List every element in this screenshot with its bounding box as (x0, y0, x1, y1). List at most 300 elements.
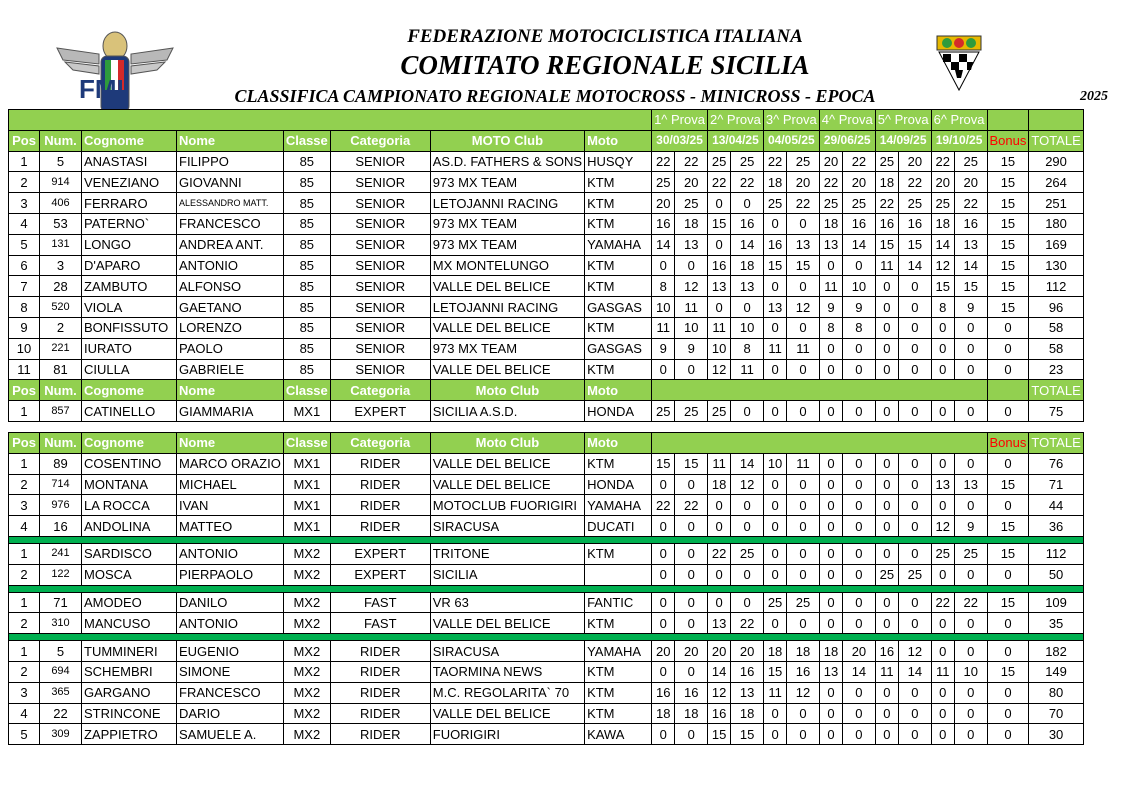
bonus: 0 (987, 613, 1029, 634)
bonus: 0 (987, 495, 1029, 516)
col-categoria: Categoria (330, 432, 430, 453)
prova-label: 1^ Prova (652, 110, 708, 131)
race-points: 13 (707, 613, 730, 634)
race-points: 25 (954, 151, 987, 172)
moto-club: TRITONE (430, 543, 584, 564)
pos: 3 (9, 495, 40, 516)
first-name: EUGENIO (177, 641, 284, 662)
race-points: 25 (675, 401, 708, 422)
race-points: 0 (731, 516, 764, 537)
race-points: 15 (731, 724, 764, 745)
race-points: 14 (843, 234, 876, 255)
moto-club: LETOJANNI RACING (430, 297, 584, 318)
pos: 4 (9, 703, 40, 724)
race-points: 22 (731, 172, 764, 193)
race-points: 0 (707, 193, 730, 214)
race-points: 0 (819, 474, 842, 495)
race-points: 22 (819, 172, 842, 193)
class: MX1 (283, 516, 330, 537)
race-points: 0 (707, 495, 730, 516)
race-points: 0 (875, 682, 898, 703)
race-points: 0 (675, 661, 708, 682)
total-points: 70 (1029, 703, 1083, 724)
race-points: 0 (819, 682, 842, 703)
race-points: 0 (954, 495, 987, 516)
pos: 8 (9, 297, 40, 318)
race-points: 13 (787, 234, 820, 255)
race-points: 0 (675, 543, 708, 564)
race-points: 14 (731, 234, 764, 255)
rider-row (9, 317, 1084, 338)
race-points: 16 (731, 661, 764, 682)
race-points: 14 (652, 234, 675, 255)
race-points: 0 (819, 613, 842, 634)
class: MX2 (283, 592, 330, 613)
race-points: 25 (652, 401, 675, 422)
total-points: 23 (1029, 359, 1083, 380)
category: RIDER (330, 516, 430, 537)
race-points: 0 (899, 516, 932, 537)
race-points: 25 (763, 592, 786, 613)
total-points: 58 (1029, 317, 1083, 338)
surname: LONGO (82, 234, 177, 255)
race-points: 0 (763, 474, 786, 495)
race-points: 0 (899, 495, 932, 516)
race-points: 0 (875, 703, 898, 724)
surname: BONFISSUTO (82, 317, 177, 338)
pos: 1 (9, 151, 40, 172)
pos: 1 (9, 453, 40, 474)
bike: HONDA (585, 401, 652, 422)
surname: IURATO (82, 338, 177, 359)
moto-club: VALLE DEL BELICE (430, 453, 584, 474)
bike (585, 564, 652, 585)
race-points: 0 (819, 592, 842, 613)
bike: KAWA (585, 724, 652, 745)
race-points: 8 (931, 297, 954, 318)
moto-club: 973 MX TEAM (430, 213, 584, 234)
race-number: 131 (40, 234, 82, 255)
race-points: 18 (875, 172, 898, 193)
pos: 1 (9, 543, 40, 564)
race-points: 14 (899, 255, 932, 276)
rider-row (9, 359, 1084, 380)
category: SENIOR (330, 172, 430, 193)
race-points: 0 (843, 682, 876, 703)
race-points: 18 (763, 172, 786, 193)
race-points: 0 (931, 317, 954, 338)
surname: VENEZIANO (82, 172, 177, 193)
class: 85 (283, 276, 330, 297)
class: 85 (283, 151, 330, 172)
race-points: 0 (731, 592, 764, 613)
surname: ANASTASI (82, 151, 177, 172)
race-points: 25 (731, 151, 764, 172)
race-points: 20 (787, 172, 820, 193)
rider-row (9, 401, 1084, 422)
race-points: 10 (652, 297, 675, 318)
race-points: 12 (899, 641, 932, 662)
category: SENIOR (330, 359, 430, 380)
race-number: 857 (40, 401, 82, 422)
pos: 4 (9, 516, 40, 537)
race-points: 8 (652, 276, 675, 297)
bike: KTM (585, 276, 652, 297)
race-points: 22 (731, 613, 764, 634)
surname: D'APARO (82, 255, 177, 276)
bonus: 0 (987, 317, 1029, 338)
race-points: 0 (731, 193, 764, 214)
race-points: 13 (763, 297, 786, 318)
moto-club: SIRACUSA (430, 516, 584, 537)
race-points: 0 (875, 317, 898, 338)
race-points: 18 (707, 474, 730, 495)
first-name: MICHAEL (177, 474, 284, 495)
bike: KTM (585, 453, 652, 474)
race-points: 0 (899, 682, 932, 703)
race-number: 914 (40, 172, 82, 193)
first-name: GIOVANNI (177, 172, 284, 193)
total-points: 96 (1029, 297, 1083, 318)
race-points: 0 (843, 613, 876, 634)
race-points: 16 (954, 213, 987, 234)
race-points: 12 (675, 276, 708, 297)
race-points: 10 (954, 661, 987, 682)
race-points: 18 (931, 213, 954, 234)
first-name: PIERPAOLO (177, 564, 284, 585)
category: RIDER (330, 703, 430, 724)
race-points: 8 (731, 338, 764, 359)
rider-row (9, 193, 1084, 214)
race-points: 0 (899, 401, 932, 422)
race-points: 0 (899, 276, 932, 297)
race-points: 16 (707, 255, 730, 276)
race-points: 0 (707, 592, 730, 613)
race-points: 25 (843, 193, 876, 214)
race-points: 14 (707, 661, 730, 682)
pos: 2 (9, 474, 40, 495)
class: 85 (283, 317, 330, 338)
bonus: 0 (987, 703, 1029, 724)
race-points: 18 (731, 255, 764, 276)
bonus: 0 (987, 641, 1029, 662)
class: 85 (283, 172, 330, 193)
col-moto-club: MOTO Club (430, 130, 584, 151)
separator-bar (9, 634, 1084, 641)
race-points: 12 (931, 255, 954, 276)
race-points: 0 (763, 724, 786, 745)
moto-club: SIRACUSA (430, 641, 584, 662)
total-points: 30 (1029, 724, 1083, 745)
race-points: 0 (843, 543, 876, 564)
rider-row (9, 613, 1084, 634)
moto-club: TAORMINA NEWS (430, 661, 584, 682)
race-points: 20 (675, 641, 708, 662)
category: RIDER (330, 682, 430, 703)
race-number: 221 (40, 338, 82, 359)
first-name: FILIPPO (177, 151, 284, 172)
race-points: 0 (675, 474, 708, 495)
race-points: 16 (675, 682, 708, 703)
race-points: 0 (931, 703, 954, 724)
class: MX1 (283, 401, 330, 422)
race-points: 0 (763, 276, 786, 297)
race-points: 10 (707, 338, 730, 359)
race-points: 14 (843, 661, 876, 682)
race-points: 15 (763, 255, 786, 276)
rider-row (9, 682, 1084, 703)
col-nome: Nome (177, 432, 284, 453)
race-points: 25 (899, 193, 932, 214)
col-moto-club: Moto Club (430, 380, 584, 401)
moto-club: VALLE DEL BELICE (430, 317, 584, 338)
race-points: 22 (787, 193, 820, 214)
race-points: 0 (787, 724, 820, 745)
total-points: 58 (1029, 338, 1083, 359)
total-points: 50 (1029, 564, 1083, 585)
race-spacer (652, 380, 987, 401)
prova-header-row (9, 110, 1084, 131)
race-points: 0 (707, 297, 730, 318)
race-points: 0 (819, 338, 842, 359)
race-points: 11 (707, 317, 730, 338)
pos: 1 (9, 592, 40, 613)
race-points: 0 (731, 495, 764, 516)
race-points: 0 (675, 613, 708, 634)
race-points: 22 (652, 495, 675, 516)
race-points: 16 (707, 703, 730, 724)
first-name: DANILO (177, 592, 284, 613)
race-points: 11 (763, 338, 786, 359)
race-points: 0 (954, 724, 987, 745)
race-points: 0 (931, 453, 954, 474)
surname: CIULLA (82, 359, 177, 380)
race-points: 0 (954, 564, 987, 585)
race-points: 13 (819, 661, 842, 682)
moto-club: MOTOCLUB FUORIGIRI (430, 495, 584, 516)
total-points: 130 (1029, 255, 1083, 276)
race-points: 0 (875, 401, 898, 422)
race-points: 15 (931, 276, 954, 297)
moto-club: M.C. REGOLARITA` 70 (430, 682, 584, 703)
race-points: 22 (899, 172, 932, 193)
race-points: 0 (931, 641, 954, 662)
bike: HONDA (585, 474, 652, 495)
category: RIDER (330, 661, 430, 682)
category: RIDER (330, 453, 430, 474)
category: SENIOR (330, 338, 430, 359)
col-cognome: Cognome (82, 130, 177, 151)
race-number: 81 (40, 359, 82, 380)
moto-club: VALLE DEL BELICE (430, 613, 584, 634)
race-points: 25 (787, 151, 820, 172)
category: RIDER (330, 474, 430, 495)
class: 85 (283, 234, 330, 255)
surname: SARDISCO (82, 543, 177, 564)
race-points: 0 (707, 564, 730, 585)
col-num: Num. (40, 432, 82, 453)
separator-bar (9, 585, 1084, 592)
season-year: 2025 (1080, 89, 1108, 104)
race-points: 15 (707, 213, 730, 234)
race-points: 13 (707, 276, 730, 297)
race-points: 9 (954, 297, 987, 318)
race-points: 0 (787, 276, 820, 297)
pos: 6 (9, 255, 40, 276)
race-points: 25 (731, 543, 764, 564)
race-points: 18 (787, 641, 820, 662)
race-points: 0 (843, 495, 876, 516)
category: RIDER (330, 495, 430, 516)
category: EXPERT (330, 543, 430, 564)
race-points: 0 (899, 338, 932, 359)
race-points: 11 (707, 453, 730, 474)
race-points: 12 (707, 682, 730, 703)
bonus: 15 (987, 297, 1029, 318)
col-pos: Pos (9, 130, 40, 151)
race-points: 22 (675, 151, 708, 172)
race-number: 714 (40, 474, 82, 495)
rider-row (9, 703, 1084, 724)
race-points: 20 (652, 641, 675, 662)
total-points: 112 (1029, 543, 1083, 564)
col-nome: Nome (177, 130, 284, 151)
race-points: 0 (899, 297, 932, 318)
first-name: LORENZO (177, 317, 284, 338)
race-points: 0 (875, 592, 898, 613)
bonus: 0 (987, 338, 1029, 359)
race-points: 25 (875, 564, 898, 585)
race-points: 0 (819, 495, 842, 516)
total-points: 35 (1029, 613, 1083, 634)
bike: DUCATI (585, 516, 652, 537)
pos: 7 (9, 276, 40, 297)
bike: KTM (585, 193, 652, 214)
race-points: 0 (819, 453, 842, 474)
first-name: FRANCESCO (177, 213, 284, 234)
race-number: 122 (40, 564, 82, 585)
race-points: 25 (931, 193, 954, 214)
race-points: 0 (675, 516, 708, 537)
race-points: 0 (731, 297, 764, 318)
race-points: 0 (954, 613, 987, 634)
moto-club: SICILIA (430, 564, 584, 585)
race-points: 0 (843, 401, 876, 422)
bike: KTM (585, 359, 652, 380)
race-number: 520 (40, 297, 82, 318)
race-points: 0 (763, 564, 786, 585)
total-points: 169 (1029, 234, 1083, 255)
standings-table (8, 109, 1084, 745)
race-points: 0 (954, 453, 987, 474)
pos: 2 (9, 564, 40, 585)
race-points: 0 (954, 703, 987, 724)
fmi-logo-text: FMI (79, 74, 124, 104)
race-points: 0 (931, 495, 954, 516)
race-points: 0 (954, 682, 987, 703)
bike: GASGAS (585, 297, 652, 318)
surname: ANDOLINA (82, 516, 177, 537)
moto-club: LETOJANNI RACING (430, 193, 584, 214)
race-points: 13 (731, 276, 764, 297)
race-points: 0 (787, 474, 820, 495)
pos: 4 (9, 213, 40, 234)
class: MX2 (283, 641, 330, 662)
total-points: 71 (1029, 474, 1083, 495)
col-classe: Classe (283, 130, 330, 151)
race-points: 20 (931, 172, 954, 193)
race-number: 694 (40, 661, 82, 682)
race-points: 25 (707, 151, 730, 172)
race-points: 20 (843, 172, 876, 193)
race-points: 0 (652, 724, 675, 745)
race-points: 10 (763, 453, 786, 474)
bonus: 0 (987, 359, 1029, 380)
race-points: 0 (931, 401, 954, 422)
race-points: 15 (675, 453, 708, 474)
rider-row (9, 213, 1084, 234)
surname: COSENTINO (82, 453, 177, 474)
race-points: 20 (707, 641, 730, 662)
bike: YAMAHA (585, 495, 652, 516)
col-num: Num. (40, 130, 82, 151)
surname: PATERNO` (82, 213, 177, 234)
bonus: 0 (987, 453, 1029, 474)
race-points: 11 (652, 317, 675, 338)
race-points: 0 (875, 474, 898, 495)
race-points: 13 (931, 474, 954, 495)
race-points: 0 (652, 543, 675, 564)
col-moto: Moto (585, 432, 652, 453)
first-name: ALFONSO (177, 276, 284, 297)
bike: GASGAS (585, 338, 652, 359)
surname: SCHEMBRI (82, 661, 177, 682)
total-points: 182 (1029, 641, 1083, 662)
col-moto-club: Moto Club (430, 432, 584, 453)
class: MX2 (283, 724, 330, 745)
race-date: 19/10/25 (931, 130, 987, 151)
surname: VIOLA (82, 297, 177, 318)
race-points: 0 (875, 495, 898, 516)
race-points: 15 (763, 661, 786, 682)
race-date: 04/05/25 (763, 130, 819, 151)
race-points: 0 (875, 276, 898, 297)
race-points: 22 (954, 592, 987, 613)
moto-club: MX MONTELUNGO (430, 255, 584, 276)
first-name: GAETANO (177, 297, 284, 318)
race-points: 0 (652, 592, 675, 613)
first-name: ANTONIO (177, 613, 284, 634)
class: MX2 (283, 661, 330, 682)
col-totale: TOTALE (1029, 432, 1083, 453)
class: MX2 (283, 564, 330, 585)
race-points: 11 (931, 661, 954, 682)
bonus: 15 (987, 661, 1029, 682)
race-points: 22 (931, 592, 954, 613)
bike: KTM (585, 255, 652, 276)
race-points: 25 (931, 543, 954, 564)
race-points: 12 (731, 474, 764, 495)
bonus-spacer (987, 380, 1029, 401)
class: MX2 (283, 543, 330, 564)
race-points: 22 (931, 151, 954, 172)
race-points: 11 (875, 661, 898, 682)
race-points: 18 (652, 703, 675, 724)
col-totale: TOTALE (1029, 130, 1083, 151)
race-points: 0 (819, 359, 842, 380)
race-points: 0 (652, 613, 675, 634)
class: MX2 (283, 703, 330, 724)
